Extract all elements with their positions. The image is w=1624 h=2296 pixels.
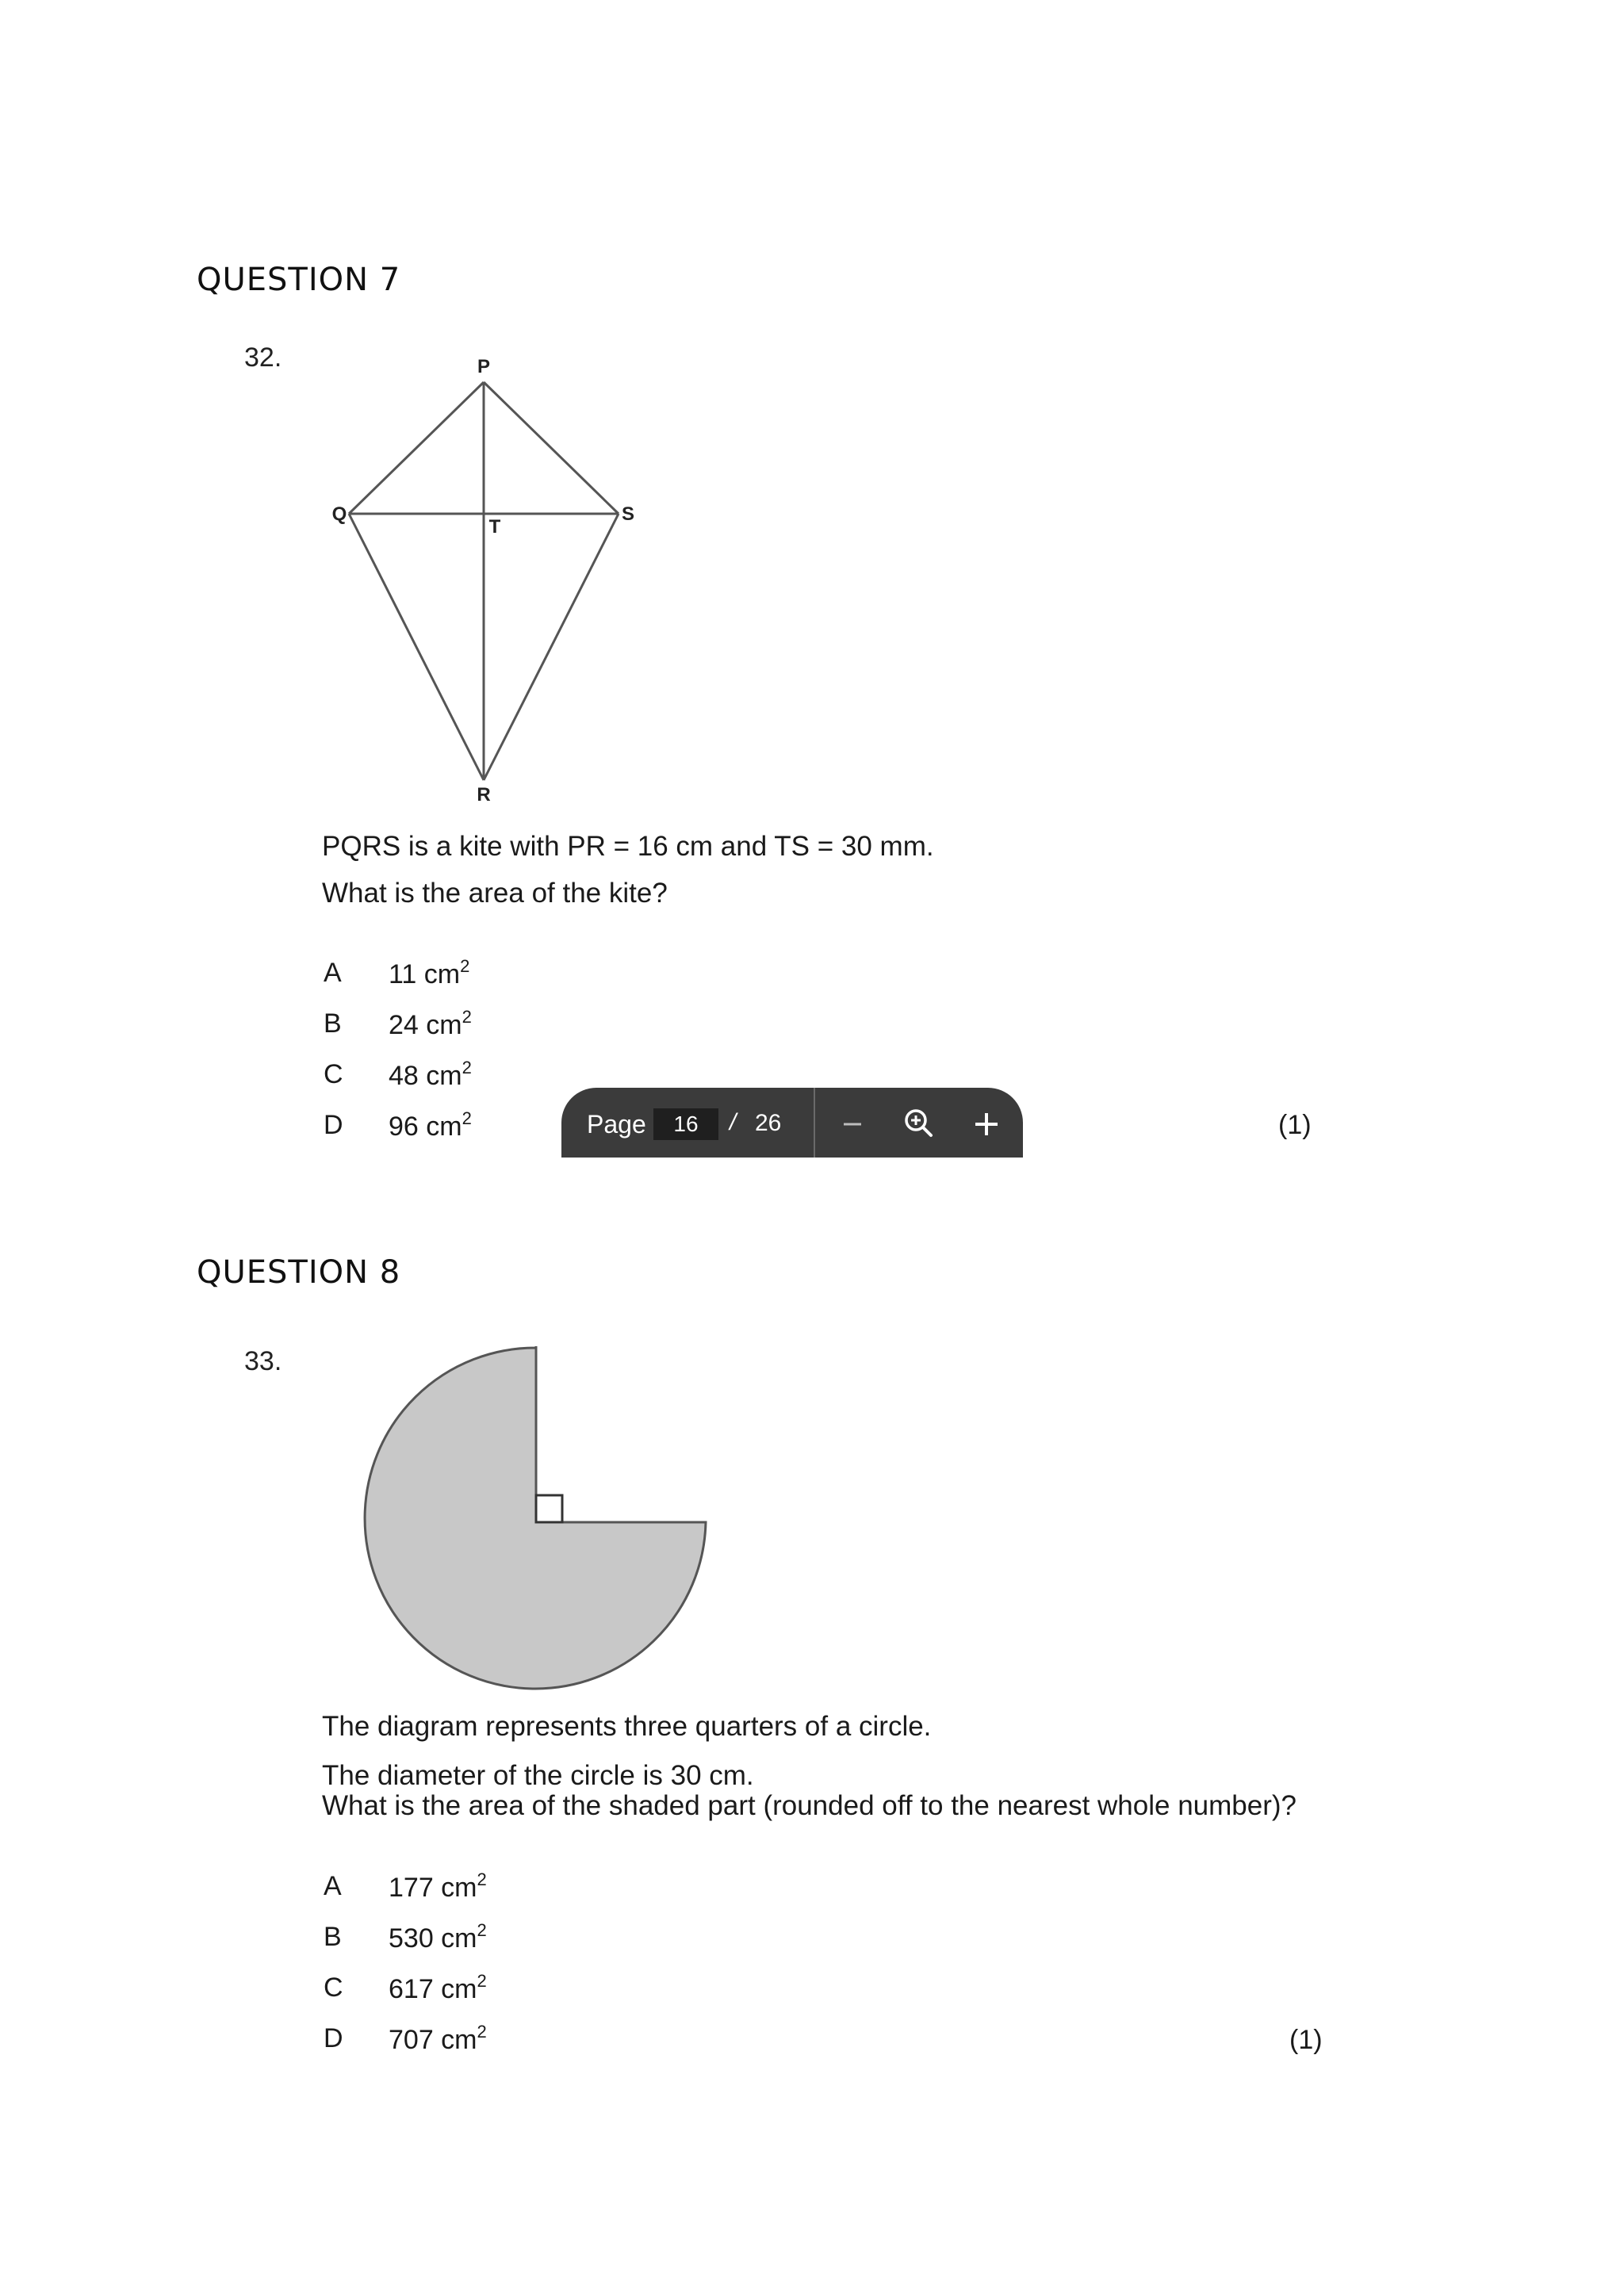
zoom-in-icon [901,1105,936,1140]
current-page-input[interactable]: 16 [653,1108,718,1140]
page-separator: / [730,1109,737,1135]
option-value: 11 $cm^2$ [389,956,470,989]
question-33-stem-line-3: What is the area of the shaded part (rounded off to the nearest whole number)? [322,1790,1297,1821]
option-value: 96 $cm^2$ [389,1108,472,1142]
label-p: P [477,356,491,377]
kite-lines [349,382,619,780]
minus-icon [836,1105,871,1140]
label-q: Q [331,503,347,525]
side-sr [484,514,619,780]
page-label: Page [587,1110,646,1138]
option-value: 24 $cm^2$ [389,1007,472,1040]
question-33-stem-line-1: The diagram represents three quarters of a circle. [322,1711,932,1742]
zoom-in-button[interactable] [969,1105,1004,1140]
option-letter: C [324,1059,343,1089]
total-pages: 26 [755,1110,782,1136]
label-r: R [477,784,491,806]
side-pq [349,382,484,514]
option-letter: B [324,1922,342,1952]
question-32-stem-line-1: PQRS is a kite with PR = 16 cm and TS = 30 mm. [322,831,934,862]
fit-zoom-button[interactable] [901,1105,936,1140]
plus-icon [969,1105,1004,1140]
side-ps [484,382,619,514]
three-quarter-circle-diagram [349,1332,730,1712]
pdf-page-toolbar [561,1088,1023,1158]
question-32-number: 32. [244,342,282,373]
option-value: 177 $cm^2$ [389,1869,487,1903]
option-letter: A [324,1871,342,1901]
kite-diagram [317,341,666,817]
question-32-stem-line-2: What is the area of the kite? [322,878,668,909]
right-angle-marker [536,1495,562,1522]
question-32-marks: (1) [1278,1110,1312,1140]
question-8-heading: QUESTION 8 [197,1254,401,1291]
option-value: 530 $cm^2$ [389,1920,487,1954]
label-t: T [488,516,501,538]
question-7-heading: QUESTION 7 [197,262,401,298]
question-33-stem-line-2: The diameter of the circle is 30 cm. [322,1760,754,1791]
option-value: 48 $cm^2$ [389,1058,472,1091]
zoom-out-button[interactable] [836,1105,871,1140]
toolbar-divider [814,1088,815,1158]
question-33-number: 33. [244,1346,282,1376]
option-letter: B [324,1008,342,1039]
question-33-marks: (1) [1289,2025,1323,2055]
side-qr [349,514,484,780]
label-s: S [621,503,635,525]
option-letter: D [324,2023,343,2053]
option-value: 707 $cm^2$ [389,2022,487,2055]
option-value: 617 $cm^2$ [389,1971,487,2004]
option-letter: A [324,958,342,988]
option-letter: D [324,1110,343,1140]
option-letter: C [324,1973,343,2003]
